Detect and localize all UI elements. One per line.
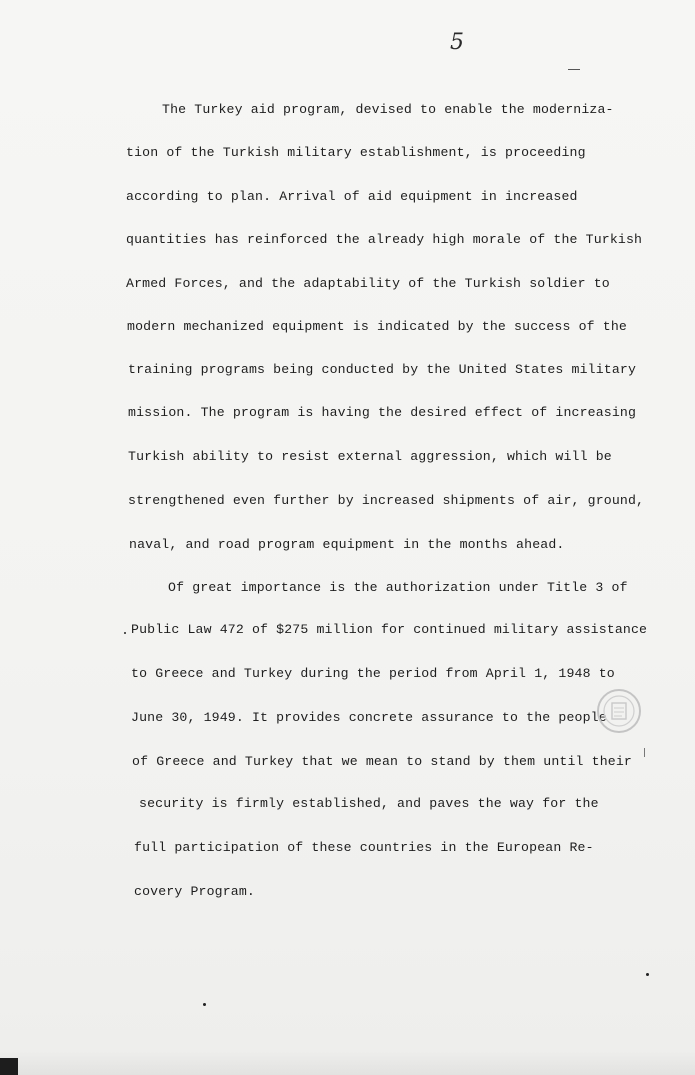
paragraph-1-line-3: according to plan. Arrival of aid equipment in increased <box>126 189 578 204</box>
page-number: 5 <box>450 30 464 55</box>
paragraph-1-line-4: quantities has reinforced the already high morale of the Turkish <box>126 232 643 247</box>
margin-tick <box>644 748 645 757</box>
ink-speck <box>203 1003 206 1006</box>
margin-mark <box>568 69 580 70</box>
page-shadow <box>0 1050 695 1075</box>
paragraph-1-line-5: Armed Forces, and the adaptability of the Turkish soldier to <box>126 276 610 291</box>
paragraph-1-line-2: tion of the Turkish military establishment, is proceeding <box>126 145 586 160</box>
paragraph-1-line-7: training programs being conducted by the United States military <box>128 362 637 377</box>
ink-speck <box>646 973 649 976</box>
paragraph-2-line-6: security is firmly established, and paves the way for the <box>139 796 599 811</box>
paragraph-2-line-3: to Greece and Turkey during the period from April 1, 1948 to <box>131 666 615 681</box>
paragraph-2-line-1: Of great importance is the authorization under Title 3 of <box>168 580 628 595</box>
paragraph-2-line-4: June 30, 1949. It provides concrete assurance to the people <box>131 710 607 725</box>
paragraph-2-line-2: Public Law 472 of $275 million for continued military assistance <box>131 622 648 637</box>
archive-stamp-icon <box>596 688 642 734</box>
scan-corner <box>0 1058 18 1075</box>
paragraph-1-line-8: mission. The program is having the desired effect of increasing <box>128 405 637 420</box>
paragraph-2-line-8: covery Program. <box>134 884 255 899</box>
paragraph-2-line-7: full participation of these countries in the European Re- <box>134 840 594 855</box>
ink-speck <box>124 632 126 634</box>
paragraph-2-line-5: of Greece and Turkey that we mean to stand by them until their <box>132 754 632 769</box>
paragraph-1-line-1: The Turkey aid program, devised to enable the moderniza- <box>162 102 614 117</box>
paragraph-1-line-11: naval, and road program equipment in the months ahead. <box>129 537 565 552</box>
paragraph-1-line-10: strengthened even further by increased shipments of air, ground, <box>128 493 645 508</box>
paragraph-1-line-6: modern mechanized equipment is indicated by the success of the <box>127 319 627 334</box>
paragraph-1-line-9: Turkish ability to resist external aggression, which will be <box>128 449 612 464</box>
